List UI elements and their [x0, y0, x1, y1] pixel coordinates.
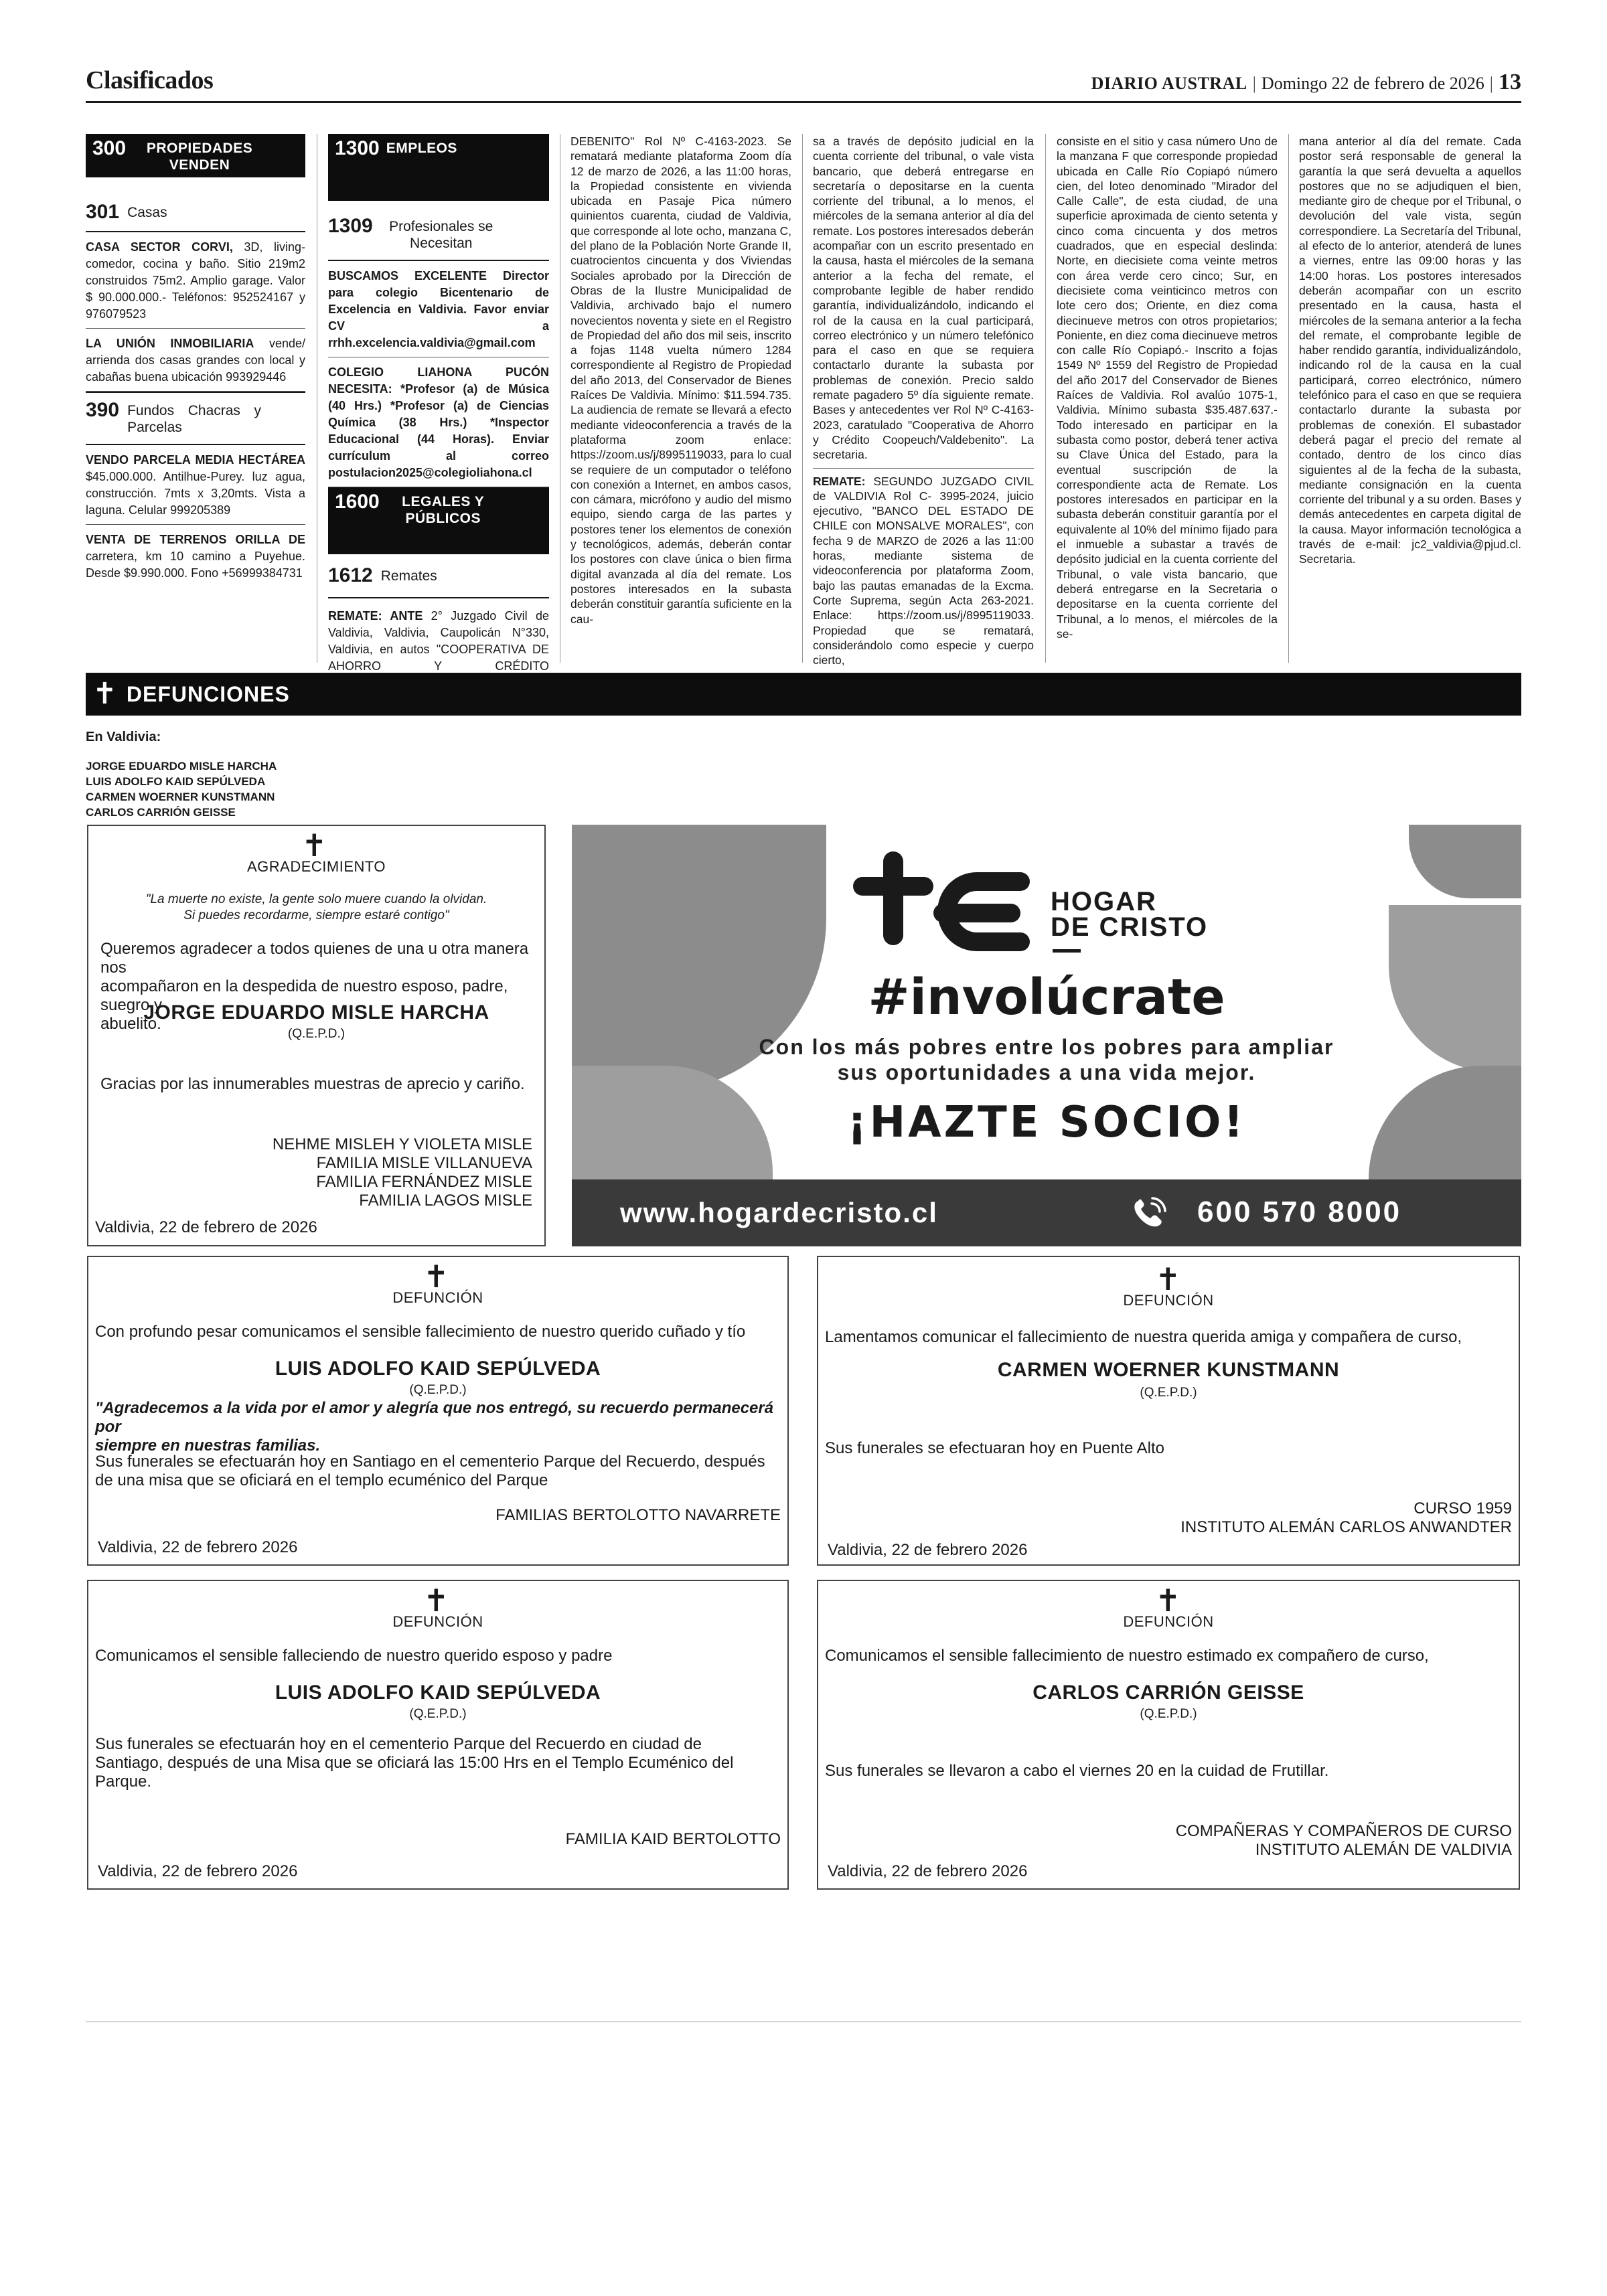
notice-kind: DEFUNCIÓN	[1123, 1292, 1214, 1309]
header-separator: |	[1252, 74, 1256, 93]
ad-footer	[572, 1179, 1521, 1246]
qepd: (Q.E.P.D.)	[287, 1027, 346, 1041]
classifieds-column-2	[328, 134, 549, 673]
classified-ad	[328, 357, 549, 487]
intro-line: Queremos agradecer a todos quienes de una u otra manera nos	[100, 940, 529, 977]
newspaper-name: DIARIO AUSTRAL	[1091, 74, 1247, 93]
family-signature: FAMILIAS BERTOLOTTO NAVARRETE	[495, 1506, 781, 1524]
funeral-line: de una misa que se oficiará en el templo ecuménico del Parque	[95, 1471, 548, 1489]
qepd: (Q.E.P.D.)	[1140, 1386, 1197, 1400]
cross-icon: ✝	[1155, 1583, 1181, 1618]
banner-label: DEFUNCIONES	[126, 681, 290, 706]
deceased-name: JORGE EDUARDO MISLE HARCHA	[86, 760, 277, 772]
header-separator: |	[1489, 74, 1493, 93]
thanks-line: Gracias por las innumerables muestras de aprecio y cariño.	[100, 1075, 525, 1093]
page-header	[86, 62, 1521, 103]
section-number: 1300	[335, 137, 380, 159]
legal-notice-text: DEBENITO" Rol Nº C-4163-2023. Se rematará mediante plataforma Zoom día 12 de marzo de 2026, a las 11:00 horas, la Propiedad consistente en vivienda ubicada en Pasaje Pica número quinientos cuarenta, ciudad de Valdivia, que corresponde al lote ocho, manzana C, del plano de la Población Norte Grande II, cuatrocientos cincuenta y dos Viviendas Sociales aprobado por la Dirección de Obras de la Ilustre Municipalidad de Valdivia, archivado bajo el numero novecientos noventa y siete en el Registro de Propiedad del año dos mil seis, inscrito a fojas 1148 vuelta número 1284 correspondiente al Registro de Propiedad del año 2013, del Conservador de Bienes Raíces De Valdivia. Mínimo: $11.594.735. La audiencia de remate se llevará a efecto mediante videoconferencia a través de la plataforma zoom enlace: https://zoom.us/j/8995119033, para lo cual se requiere de un computador o teléfono con conexión a Internet, en ambos casos, con cámara, micrófono y audio del mismo equipo, siendo carga de las partes y postores tener los elementos de conexión y tecnológicos, además, deberán contar los postores con clave única o bien firma digital avanzada al día del remate. Los postores interesados en la subasta deberán constituir garantía suficiente en la cau-	[570, 135, 791, 626]
ad-body: vende/ arrienda dos casas grandes con local y cabañas buena ubicación 993929446	[86, 337, 305, 384]
signature-line: INSTITUTO ALEMÁN CARLOS ANWANDTER	[1180, 1518, 1512, 1536]
brand-line: DE CRISTO	[1051, 912, 1209, 942]
subsection-301	[86, 195, 305, 232]
legal-notice	[813, 474, 1034, 668]
deceased-name: CARMEN WOERNER KUNSTMANN	[997, 1359, 1340, 1381]
funeral-line: Parque.	[95, 1773, 152, 1791]
deceased-name: CARLOS CARRIÓN GEISSE	[1032, 1682, 1304, 1704]
subtitle-line: Con los más pobres entre los pobres para ampliar	[759, 1035, 1334, 1059]
subsection-label: Profesionales se Necesitan	[389, 219, 493, 251]
notice-date: Valdivia, 22 de febrero 2026	[828, 1862, 1028, 1880]
signatures	[1043, 1822, 1512, 1860]
cross-icon: ✝	[301, 828, 327, 863]
ad-lead: CASA SECTOR CORVI,	[86, 240, 233, 254]
signature-line: INSTITUTO ALEMÁN DE VALDIVIA	[1255, 1841, 1512, 1859]
classifieds-column-6	[1299, 134, 1521, 666]
campaign-hashtag: #involúcrate	[868, 969, 1225, 1026]
family-name: NEHME MISLEH Y VIOLETA MISLE	[272, 1135, 532, 1153]
decorative-shape	[1409, 825, 1521, 898]
qepd: (Q.E.P.D.)	[1140, 1707, 1197, 1721]
defunciones-banner	[86, 673, 1521, 716]
deceased-name: JORGE EDUARDO MISLE HARCHA	[143, 1001, 489, 1023]
family-name: FAMILIA MISLE VILLANUEVA	[316, 1154, 532, 1172]
subsection-1612	[328, 554, 549, 598]
city-heading: En Valdivia:	[86, 730, 161, 744]
notice-kind: DEFUNCIÓN	[1123, 1613, 1214, 1630]
notice-intro: Comunicamos el sensible fallecimiento de nuestro estimado ex compañero de curso,	[825, 1647, 1429, 1665]
section-label: LEGALES Y PÚBLICOS	[402, 494, 485, 526]
phone-number[interactable]: 600 570 8000	[1197, 1196, 1402, 1228]
funeral-info	[95, 1453, 765, 1490]
qepd: (Q.E.P.D.)	[409, 1383, 467, 1397]
ad-body: $45.000.000. Antilhue-Purey. luz agua, construcción. 7mts x 3,20mts. Vista a laguna. Celular 999205389	[86, 470, 305, 517]
subsection-label: Remates	[380, 568, 437, 584]
phone-icon	[1130, 1196, 1170, 1230]
classified-ad	[328, 261, 549, 357]
section-title: Clasificados	[86, 66, 214, 94]
subsection-number: 1612	[328, 564, 373, 586]
family-signatures	[131, 1135, 532, 1210]
classifieds-column-1	[86, 134, 305, 666]
notice-intro: Comunicamos el sensible falleciendo de nuestro querido esposo y padre	[95, 1647, 613, 1665]
cross-icon: ✝	[423, 1259, 449, 1294]
classified-ad	[86, 525, 305, 587]
quote-line: "La muerte no existe, la gente solo muere cuando la olvidan.	[145, 892, 487, 906]
notice-date: Valdivia, 22 de febrero de 2026	[95, 1218, 317, 1236]
notice-intro: Con profundo pesar comunicamos el sensible fallecimiento de nuestro querido cuñado y tío	[95, 1323, 746, 1341]
brand-underline	[1053, 949, 1081, 953]
qepd: (Q.E.P.D.)	[409, 1707, 467, 1721]
column-divider	[1045, 134, 1046, 663]
legal-notice-text: SEGUNDO JUZGADO CIVIL de VALDIVIA Rol C- 3995-2024, juicio ejecutivo, "BANCO DEL ESTADO DE CHILE con MONSALVE MORALES", con fecha 9 de MARZO de 2026 a las 11:00 horas, mediante sistema de videoconferencia por plataforma Zoom, bajo las pautas emanadas de la Excma. Corte Suprema, según Acta 263-2021. Enlace: https://zoom.us/j/8995119033. Propiedad que se rematará, considerándolo como especie y cuerpo cierto,	[813, 474, 1034, 667]
hogar-de-cristo-ad	[572, 825, 1521, 1246]
notice-kind: DEFUNCIÓN	[392, 1289, 483, 1306]
quote-line: "Agradecemos a la vida por el amor y alegría que nos entregó, su recuerdo permanecerá por	[95, 1399, 774, 1436]
ad-body: Director para colegio Bicentenario de Excelencia en Valdivia. Favor enviar CV a rrhh.excelencia.valdivia@gmail.com	[328, 269, 549, 349]
section-number: 1600	[335, 491, 380, 513]
funeral-line: Sus funerales se efectuarán hoy en Santiago en el cementerio Parque del Recuerdo, después	[95, 1453, 765, 1471]
subsection-390	[86, 392, 305, 445]
signature-line: CURSO 1959	[1413, 1499, 1512, 1518]
notice-quote	[88, 892, 544, 924]
classifieds-column-4	[813, 134, 1034, 666]
defuncion-notice	[87, 1580, 789, 1890]
deceased-name: LUIS ADOLFO KAID SEPÚLVEDA	[275, 1358, 601, 1380]
classifieds-column-5	[1057, 134, 1278, 666]
deceased-name: CARMEN WOERNER KUNSTMANN	[86, 791, 275, 803]
classified-ad	[86, 445, 305, 525]
notice-date: Valdivia, 22 de febrero 2026	[98, 1862, 298, 1880]
family-signature: FAMILIA KAID BERTOLOTTO	[565, 1830, 781, 1848]
ad-body: 2° Juzgado Civil de Valdivia, Valdivia, Caupolicán N°330, Valdivia, en autos "COOPERATIVA DE AHORRO Y CRÉDITO	[328, 609, 549, 673]
section-label: PROPIEDADES VENDEN	[146, 141, 253, 173]
legal-notice-text: mana anterior al día del remate. Cada postor será responsable de general la garantía la que será devuelta a aquellos postores que no se adjudiquen el bien, mediante giro de cheque por el Tribunal, o devolución del vale vista, según correspondiere. La Secretaría del Tribunal, al efecto de lo anterior, atenderá de lunes a viernes, entre las 09:00 horas y las 14:00 horas. Los postores interesados deberán acompañar con un escrito presentado en la causa, hasta el miércoles de la semana anterior a la fecha del remate, el comprobante legible de haber rendido garantía, individualizándolo, indicando rol de la causa en la cual participará, correo electrónico, número telefónico para el caso en que se requiera contactarlo durante la subasta por problemas de conexión. El subastador deberá pagar el precio del remate al contado, dentro de los cinco días siguientes al de la fecha de la subasta, mediante consignación en la cuenta corriente del tribunal y a su orden. Bases y demás antecedentes en carpeta digital de la causa. Mayor información tecnológica a través de e-mail: jc2_valdivia@pjud.cl. Secretaria.	[1299, 135, 1521, 566]
deceased-name: CARLOS CARRIÓN GEISSE	[86, 806, 236, 819]
notice-date: Valdivia, 22 de febrero 2026	[828, 1541, 1028, 1559]
funeral-info: Sus funerales se efectuaran hoy en Puente Alto	[825, 1439, 1165, 1457]
agradecimiento-notice	[87, 825, 546, 1246]
defuncion-notice	[87, 1256, 789, 1566]
subsection-label: Casas	[127, 205, 167, 220]
cross-icon: ✝	[423, 1583, 449, 1618]
ad-body: *Profesor (a) de Música (40 Hrs.) *Profesor (a) de Ciencias Química (38 Hrs.) *Inspector Educacional (44 Horas). Enviar currículum al correo postulacion2025@colegioliahona.cl	[328, 382, 549, 479]
signatures	[1043, 1499, 1512, 1537]
funeral-line: Santiago, después de una Misa que se oficiará las 15:00 Hrs en el Templo Ecuménico del	[95, 1754, 734, 1772]
classified-ad	[86, 329, 305, 392]
page-number: 13	[1499, 70, 1521, 94]
subtitle-line: sus oportunidades a una vida mejor.	[837, 1060, 1256, 1084]
intro-line: acompañaron en la despedida de nuestro esposo, padre, suegro y	[100, 977, 508, 1014]
legal-notice-text: consiste en el sitio y casa número Uno de la manzana F que corresponde propiedad ubicada en Calle Río Copiapó número cien, del loteo denominado "Mirador del Calle Calle", de esta ciudad, de una superficie aproximada de ciento setenta y cinco coma cincuenta y dos metros cuadrados, que en especial deslinda: Norte, en diecisiete coma veinte metros con área verde cero cinco; Sur, en diecisiete coma veinticinco metros con lote cero dos; Oriente, en diez coma diecinueve metros con otros propietarios; Poniente, en diez coma diecinueve metros con calle Río Copiapó.- Inscrito a fojas 1549 Nº 1559 del Registro de Propiedad del año 2017 del Conservador de Bienes Raíces de Valdivia. Rol avalúo 1075-1, Valdivia. Mínimo subasta $35.487.637.- Todo interesado en participar en la subasta como postor, deberá tener activa su Clave Única del Estado, para la eventual suscripción de la correspondiente acta de Remate. Los postores interesados en participar en la subasta deberán constituir garantía por el equivalente al 10% del mínimo fijado para el inmueble a subastar a través de depósito judicial en la cuenta corriente del Tribunal, o vale vista bancario, que deberá entregarse en la Secretaria o depositarse en la cuenta corriente del Tribunal, a lo menos, el miércoles de la se-	[1057, 135, 1278, 641]
brand-name	[1051, 889, 1208, 940]
cross-icon: ✝	[92, 677, 117, 710]
notice-date: Valdivia, 22 de febrero 2026	[98, 1538, 298, 1556]
hogar-de-cristo-logo-icon	[853, 851, 1027, 952]
brand-line: HOGAR	[1051, 887, 1157, 916]
intro-line: abuelito.	[100, 1015, 161, 1033]
funeral-info: Sus funerales se llevaron a cabo el viernes 20 en la cuidad de Frutillar.	[825, 1762, 1329, 1780]
ad-lead: LA UNIÓN INMOBILIARIA	[86, 337, 254, 350]
ad-body: 3D, living-comedor, cocina y baño. Sitio 219m2 construidos 75m2. Amplio garage. Valor $ 90.000.000.- Teléfonos: 952524167 y 976079523	[86, 240, 306, 321]
section-header-1300	[328, 134, 549, 201]
column-divider	[802, 134, 803, 663]
deceased-name: LUIS ADOLFO KAID SEPÚLVEDA	[86, 775, 266, 788]
issue-date: Domingo 22 de febrero de 2026	[1261, 74, 1484, 93]
campaign-subtitle	[572, 1034, 1521, 1085]
quote-line: Si puedes recordarme, siempre estaré contigo"	[183, 908, 449, 922]
classifieds-column-3	[570, 134, 791, 666]
subsection-number: 301	[86, 201, 120, 223]
subsection-label: Fundos Chacras y Parcelas	[127, 403, 262, 435]
subsection-1309	[328, 209, 549, 261]
masthead	[1091, 70, 1521, 95]
notice-kind: AGRADECIMIENTO	[246, 858, 386, 875]
family-name: FAMILIA LAGOS MISLE	[359, 1192, 532, 1210]
notice-kind: DEFUNCIÓN	[392, 1613, 483, 1630]
ad-lead: VENTA DE TERRENOS ORILLA DE	[86, 533, 305, 546]
ad-lead: COLEGIO LIAHONA PUCÓN NECESITA:	[328, 365, 549, 396]
section-number: 300	[92, 137, 127, 159]
deceased-list	[86, 758, 277, 820]
ad-lead: VENDO PARCELA MEDIA HECTÁREA	[86, 453, 305, 467]
family-name: FAMILIA FERNÁNDEZ MISLE	[316, 1173, 532, 1191]
deceased-name: LUIS ADOLFO KAID SEPÚLVEDA	[275, 1682, 601, 1704]
defuncion-notice	[817, 1580, 1520, 1890]
funeral-info	[95, 1735, 782, 1791]
defuncion-notice	[817, 1256, 1520, 1566]
call-to-action: ¡HAZTE SOCIO!	[847, 1098, 1246, 1147]
notice-lead: REMATE:	[813, 474, 866, 488]
signature-line: COMPAÑERAS Y COMPAÑEROS DE CURSO	[1175, 1822, 1512, 1840]
classified-ad	[86, 232, 305, 329]
column-divider	[1288, 134, 1289, 663]
notice-quote	[95, 1399, 787, 1455]
subsection-number: 1309	[328, 215, 373, 237]
section-label: EMPLEOS	[386, 141, 457, 156]
website-link[interactable]: www.hogardecristo.cl	[620, 1197, 938, 1228]
notice-intro: Lamentamos comunicar el fallecimiento de nuestra querida amiga y compañera de curso,	[825, 1328, 1462, 1346]
subsection-number: 390	[86, 399, 120, 421]
ad-body: carretera, km 10 camino a Puyehue. Desde $9.990.000. Fono +56999384731	[86, 550, 305, 580]
cross-icon: ✝	[1155, 1262, 1181, 1297]
funeral-line: Sus funerales se efectuarán hoy en el cementerio Parque del Recuerdo en ciudad de	[95, 1735, 702, 1753]
section-header-1600	[328, 487, 549, 554]
legal-notice-text: sa a través de depósito judicial en la cuenta corriente del tribunal, o vale vista bancario, que deberá entregarse en secretaría o depositarse en la cuenta corriente del tribunal, a lo menos, el miércoles de la semana anterior al día del remate. Los postores interesados deberán acompañar con un escrito presentado en la causa, hasta el miércoles de la semana anterior a la fecha del remate, el comprobante legible de haber rendido garantía, individualizándolo, indicando el rol de la causa en la cual participará, correo electrónico y un número telefónico para el caso en que se requiera contactarlo durante la subasta por problemas de conexión. Precio saldo remate pagadero 5º día siguiente remate. Bases y antecedentes ver Rol Nº C-4163- 2023, caratulado "Cooperativa de Ahorro y Crédito Coopeuch/Valdebenito". La secretaria.	[813, 134, 1034, 469]
ad-lead: BUSCAMOS EXCELENTE	[328, 269, 487, 282]
quote-line: siempre en nuestras familias.	[95, 1437, 321, 1455]
section-header-300	[86, 134, 305, 177]
ad-lead: REMATE: ANTE	[328, 609, 423, 623]
